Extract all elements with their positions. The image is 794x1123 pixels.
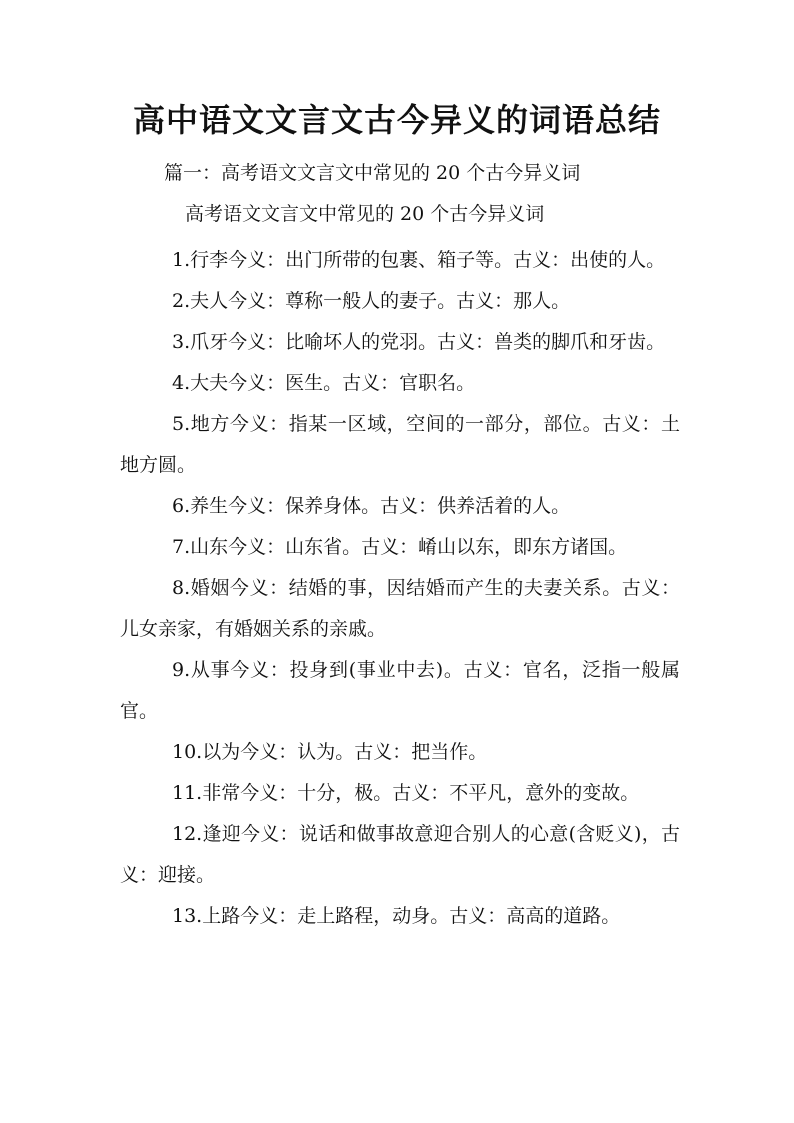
entry-list xyxy=(120,240,680,937)
entry-item: 8.婚姻今义：结婚的事，因结婚而产生的夫妻关系。古义：儿女亲家，有婚姻关系的亲戚。 xyxy=(120,577,680,640)
entry-item: 6.养生今义：保养身体。古义：供养活着的人。 xyxy=(172,495,571,517)
entry-item: 12.逢迎今义：说话和做事故意迎合别人的心意(含贬义)，古义：迎接。 xyxy=(120,823,680,886)
section-heading: 篇一：高考语文文言文中常见的 20 个古今异义词 xyxy=(164,162,581,184)
entry-item: 9.从事今义：投身到(事业中去)。古义：官名，泛指一般属官。 xyxy=(120,659,680,722)
entry-item: 1.行李今义：出门所带的包裹、箱子等。古义：出使的人。 xyxy=(172,249,666,271)
entry-item: 7.山东今义：山东省。古义：崤山以东，即东方诸国。 xyxy=(172,536,628,558)
entry-item: 11.非常今义：十分，极。古义：不平凡，意外的变故。 xyxy=(172,782,640,804)
entry-item: 2.夫人今义：尊称一般人的妻子。古义：那人。 xyxy=(172,290,571,312)
entry-item: 13.上路今义：走上路程，动身。古义：高高的道路。 xyxy=(172,905,621,927)
entry-item: 5.地方今义：指某一区域，空间的一部分，部位。古义：土地方圆。 xyxy=(120,413,680,476)
section-subheading: 高考语文文言文中常见的 20 个古今异义词 xyxy=(185,203,545,225)
entry-item: 4.大夫今义：医生。古义：官职名。 xyxy=(172,372,476,394)
entry-item: 3.爪牙今义：比喻坏人的党羽。古义：兽类的脚爪和牙齿。 xyxy=(172,331,666,353)
entry-item: 10.以为今义：认为。古义：把当作。 xyxy=(172,741,488,763)
document-title: 高中语文文言文古今异义的词语总结 xyxy=(132,101,661,139)
